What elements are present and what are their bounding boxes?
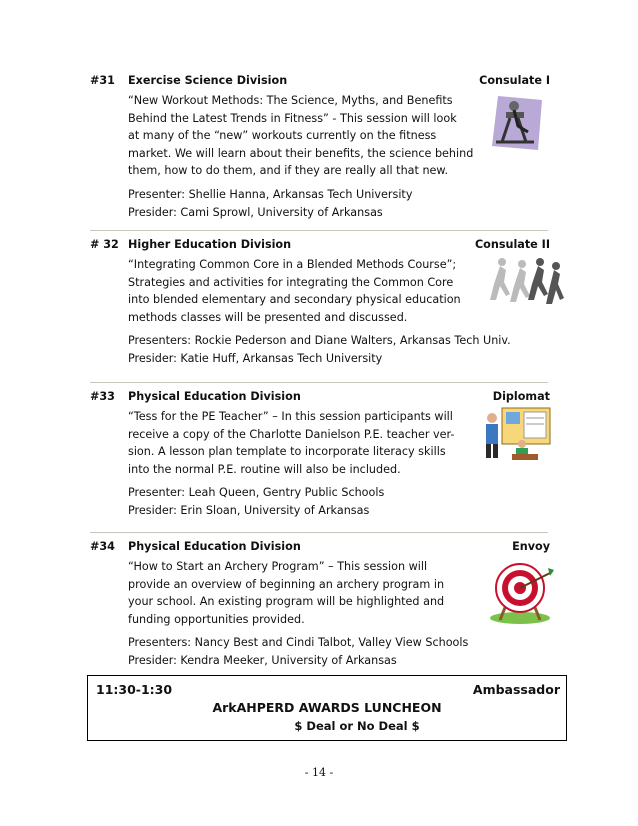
session-people [128,484,550,519]
luncheon-subtitle: $ Deal or No Deal $ [294,719,420,733]
exercise-bike-icon [488,92,544,154]
divider [90,230,548,231]
page-number: - 14 - [304,766,334,779]
session-room: Consulate I [479,74,550,87]
session-32 [90,238,550,368]
session-number: #33 [90,390,115,403]
description-line: “New Workout Methods: The Science, Myths, and Benefits [128,94,453,107]
description-line: your school. An existing program will be highlighted and [128,595,445,609]
divider [90,382,548,383]
luncheon-location: Ambassador [472,682,560,697]
session-division: Physical Education Division [128,540,301,553]
presenter: Presenter: Shellie Hanna, Arkansas Tech University [128,187,413,201]
luncheon-time: 11:30-1:30 [96,682,173,697]
session-room: Envoy [512,540,550,553]
presenter: Presenter: Leah Queen, Gentry Public Schools [128,486,385,500]
description-line: receive a copy of the Charlotte Danielson P.E. teacher ver- [128,427,455,441]
session-description [128,92,488,180]
session-description [128,558,488,628]
presenter: Presenters: Nancy Best and Cindi Talbot, Valley View Schools [128,636,469,650]
archery-target-icon [484,556,556,626]
session-header [90,390,550,408]
session-people [128,634,550,669]
description-line: methods classes will be presented and discussed. [128,310,408,324]
session-header [90,74,550,92]
description-line: them, how to do them, and if they are really all that new. [128,164,449,178]
running-figures-icon [488,256,564,308]
session-division: Exercise Science Division [128,74,288,87]
presider: Presider: Kendra Meeker, University of Arkansas [128,653,397,667]
description-line: “Tess for the PE Teacher” – In this session participants will [128,410,453,423]
session-room: Consulate II [474,238,550,251]
session-people [128,332,550,367]
session-header [90,540,550,558]
session-description [128,256,488,326]
classroom-presentation-icon [482,404,556,462]
presider: Presider: Katie Huff, Arkansas Tech University [128,351,383,365]
luncheon-title: ArkAHPERD AWARDS LUNCHEON [212,700,442,715]
divider [90,532,548,533]
description-line: at many of the “new” workouts currently on the fitness [128,129,437,143]
session-room: Diplomat [492,390,550,403]
description-line: Behind the Latest Trends in Fitness” - This session will look [128,111,457,125]
presider: Presider: Erin Sloan, University of Arkansas [128,503,370,517]
luncheon-box [87,675,567,741]
session-31 [90,74,550,221]
session-division: Higher Education Division [128,238,292,251]
session-number: #34 [90,540,115,553]
description-line: “Integrating Common Core in a Blended Methods Course”; [128,258,457,271]
session-number: # 32 [90,238,119,251]
session-people [128,186,550,221]
session-number: #31 [90,74,115,87]
description-line: into the normal P.E. routine will also be included. [128,462,401,476]
description-line: “How to Start an Archery Program” – This session will [128,560,428,573]
description-line: into blended elementary and secondary physical education [128,293,461,307]
session-34 [90,540,550,670]
presider: Presider: Cami Sprowl, University of Arkansas [128,205,383,219]
session-division: Physical Education Division [128,390,301,403]
description-line: sion. A lesson plan template to incorporate literacy skills [128,445,446,459]
description-line: provide an overview of beginning an archery program in [128,577,445,591]
session-33 [90,390,550,520]
description-line: market. We will learn about their benefits, the science behind [128,146,474,160]
session-description [128,408,488,478]
session-header [90,238,550,256]
description-line: Strategies and activities for integrating the Common Core [128,275,454,289]
presenter: Presenters: Rockie Pederson and Diane Walters, Arkansas Tech Univ. [128,334,511,348]
description-line: funding opportunities provided. [128,612,305,626]
